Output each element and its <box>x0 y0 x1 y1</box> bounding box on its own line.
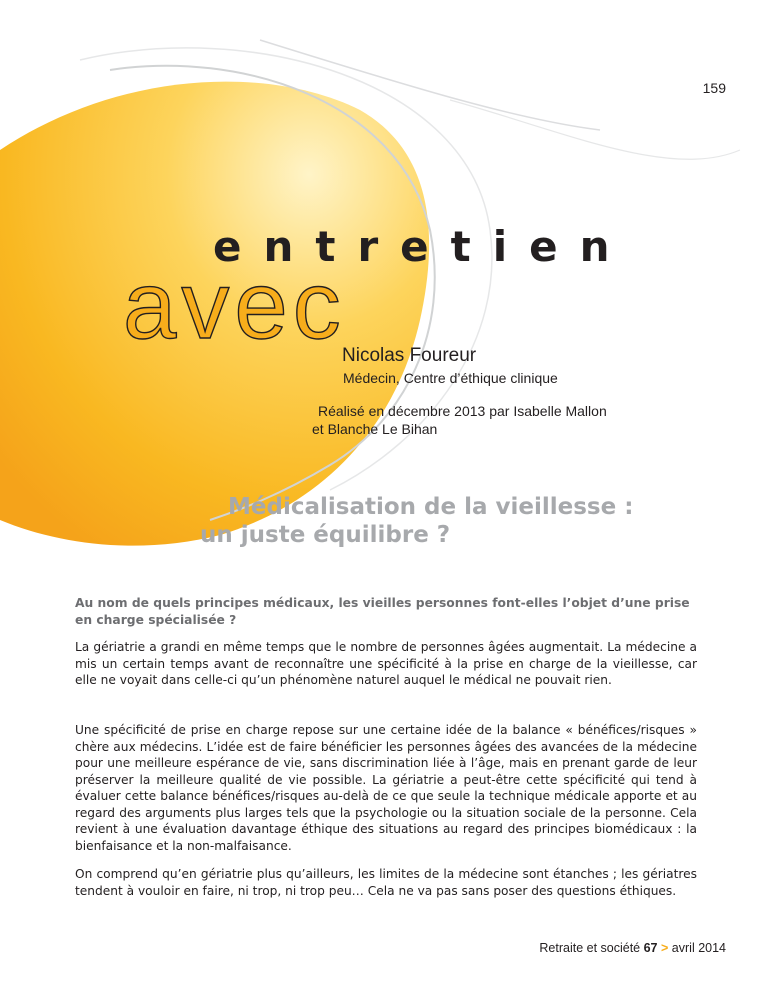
article-title <box>200 493 633 549</box>
footer-date: avril 2014 <box>671 941 726 955</box>
title-line-2: un juste équilibre ? <box>200 522 451 548</box>
interviewee-role: Médecin, Centre d’éthique clinique <box>343 370 558 386</box>
title-line-1: Médicalisation de la vieillesse : <box>228 494 634 520</box>
section-kicker-entretien: entretien <box>213 222 632 271</box>
interviewee-name: Nicolas Foureur <box>342 345 477 366</box>
page-number: 159 <box>702 80 726 96</box>
footer-issue: 67 <box>643 941 658 955</box>
answer-paragraph: On comprend qu’en gériatrie plus qu’ailleurs, les limites de la médecine sont étanches ; les gériatres tendent à vouloir en faire, ni trop, ni trop peu… Cela ne va pas sans poser des questions éthiques. <box>75 867 697 898</box>
interview-credit <box>312 402 652 438</box>
credit-line-1: Réalisé en décembre 2013 par Isabelle Mallon <box>318 403 607 419</box>
footer-separator: > <box>661 941 669 955</box>
section-kicker-avec: avec <box>123 252 346 359</box>
answer-paragraph: La gériatrie a grandi en même temps que le nombre de personnes âgées augmentait. La médecine a mis un certain temps avant de reconnaître une spécificité à la prise en charge de la vieillesse, car elle ne voyait dans celle-ci qu’un phénomène naturel auquel le médical ne pouvait rien. <box>75 640 697 687</box>
page-footer <box>539 941 726 955</box>
footer-journal: Retraite et société <box>539 941 641 955</box>
credit-line-2: et Blanche Le Bihan <box>312 421 438 437</box>
interview-question: Au nom de quels principes médicaux, les vieilles personnes font-elles l’objet d’une prise en charge spécialisée ? <box>75 596 690 627</box>
answer-paragraph: Une spécificité de prise en charge repose sur une certaine idée de la balance « bénéfices/risques » chère aux médecins. L’idée est de faire bénéficier les personnes âgées des avancées de la médecine pour une meilleure espérance de vie, sans discrimination liée à l’âge, mais en prenant garde de leur préserver la meilleure qualité de vie possible. La gériatrie a peut-être cette spécificité qui tend à évaluer cette balance bénéfices/risques au-delà de ce que seule la technique médicale apporte et au regard des arguments plus larges tels que la psychologie ou la situation sociale de la personne. Cela revient à une évaluation davantage éthique des situations au regard des principes biomédicaux : la bienfaisance et la non-malfaisance. <box>75 723 697 853</box>
